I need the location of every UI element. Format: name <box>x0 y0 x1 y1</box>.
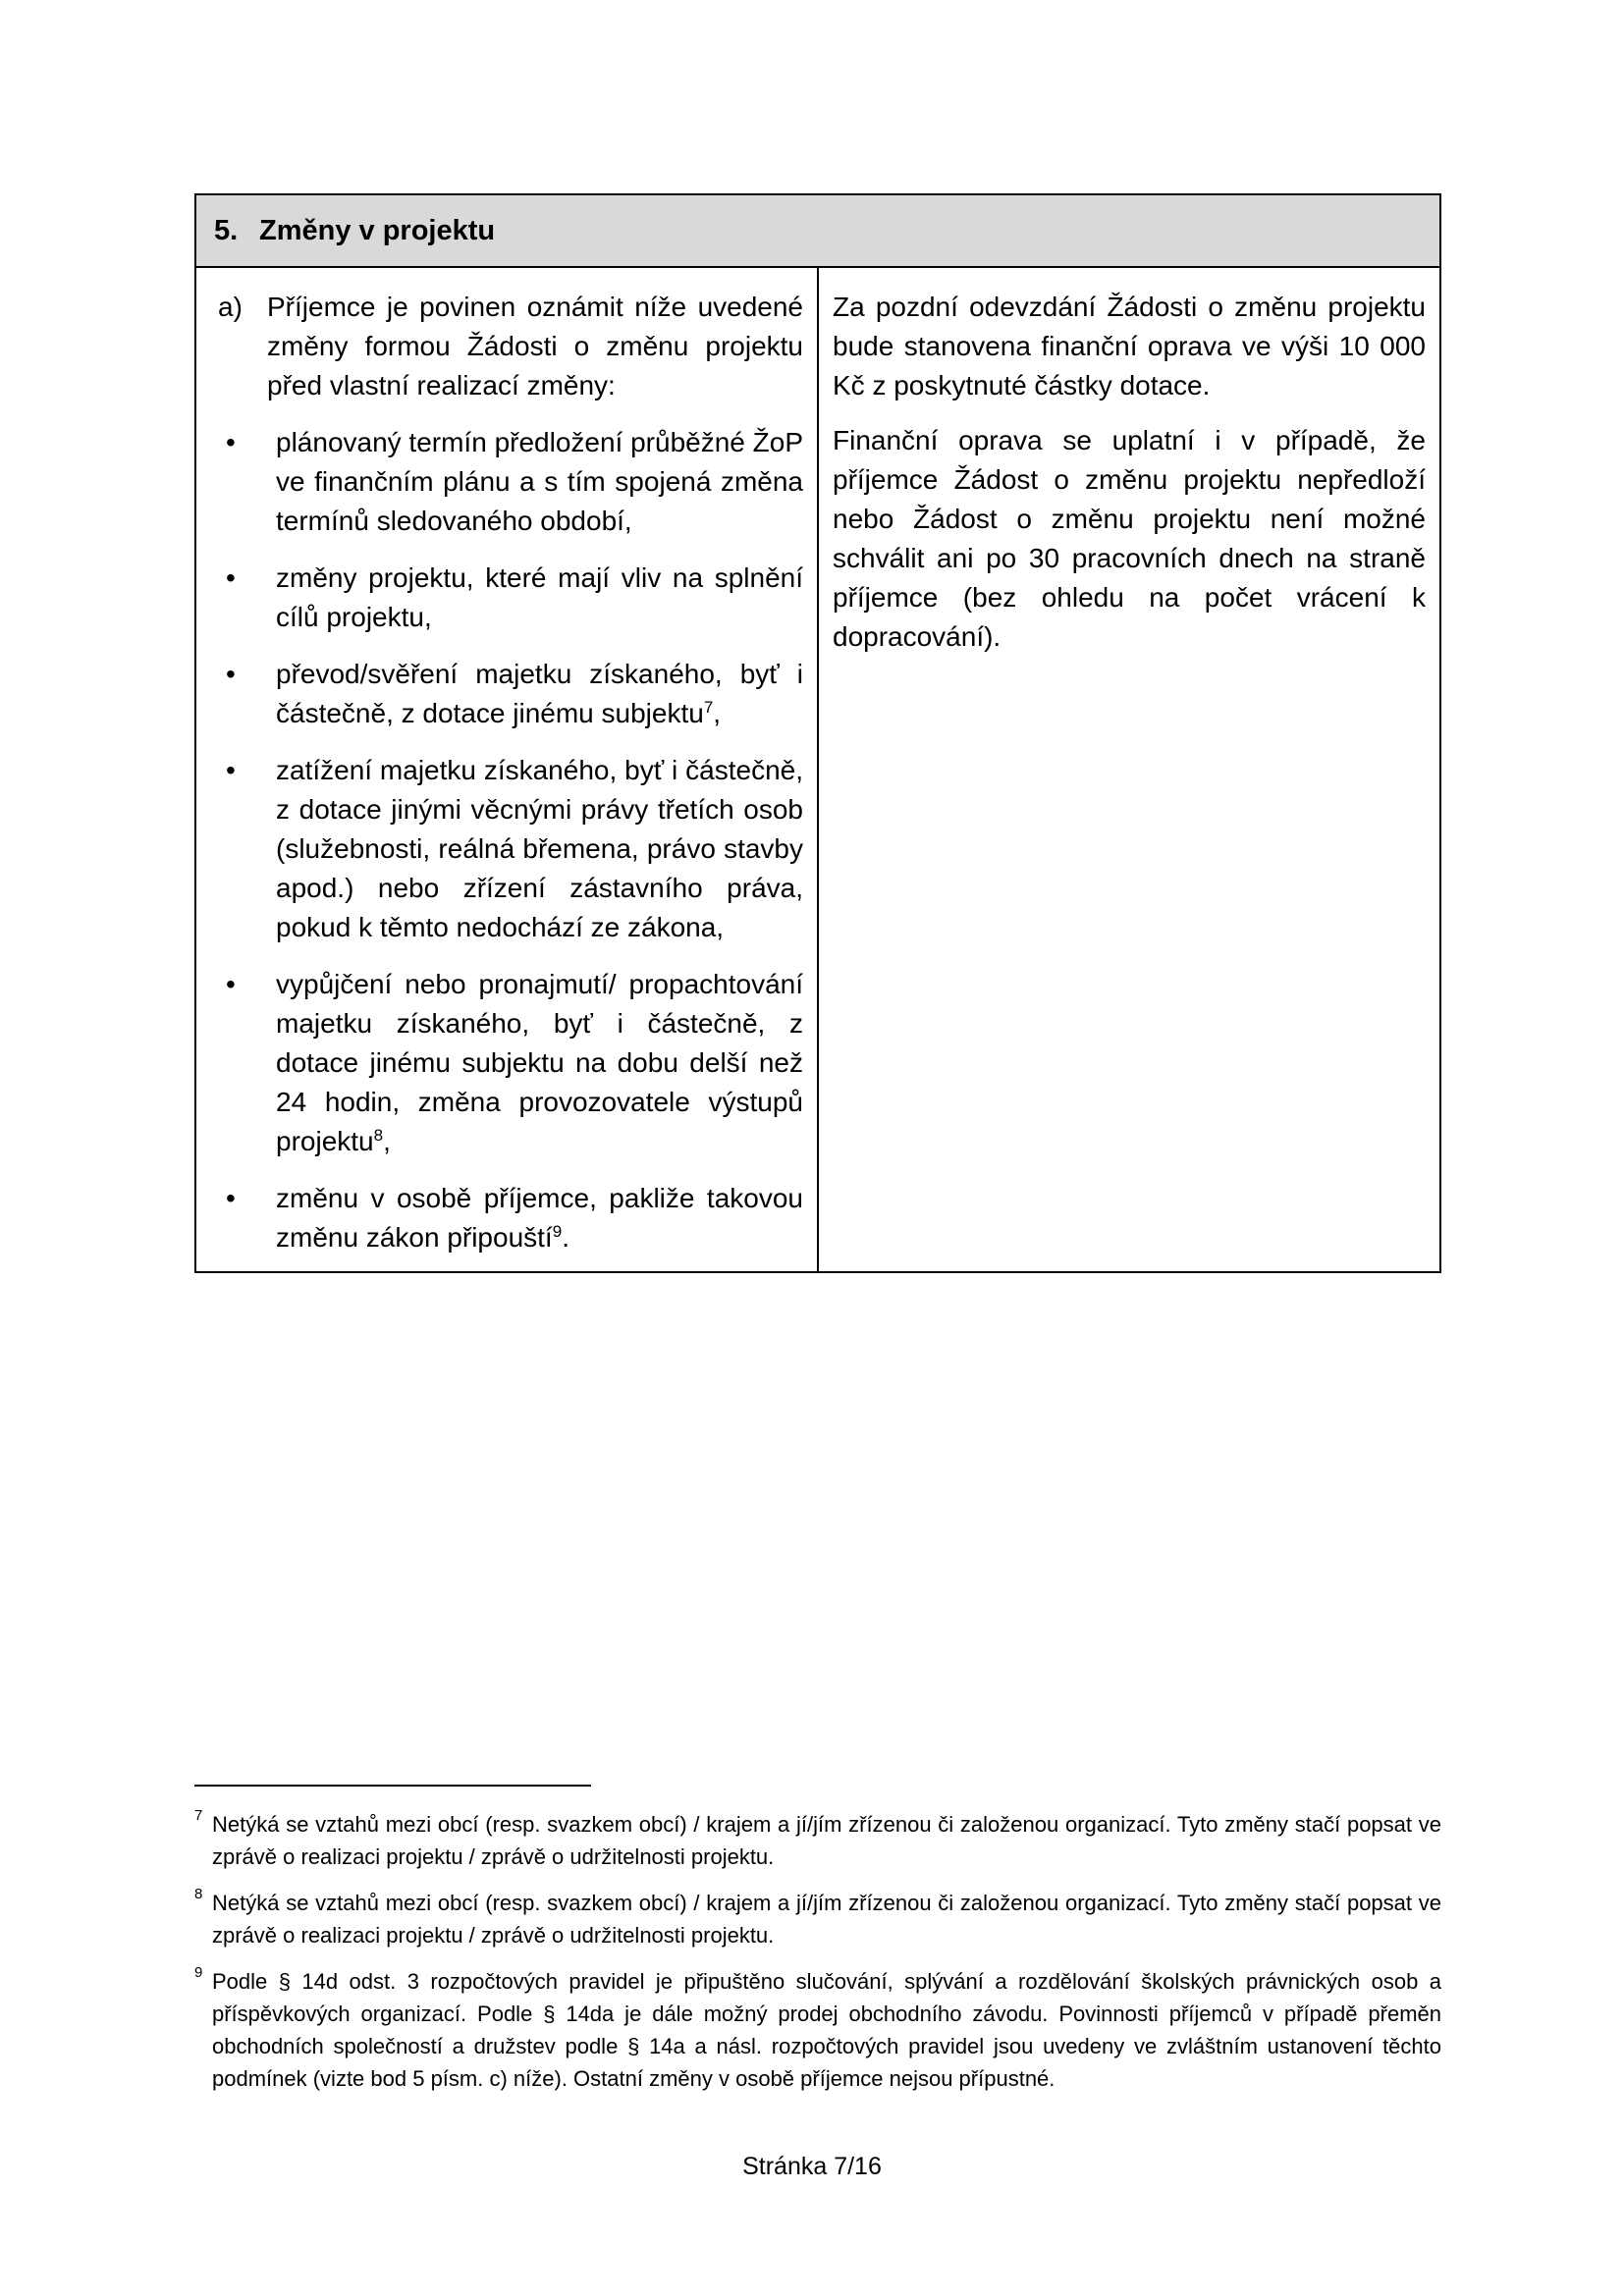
list-item <box>218 965 803 1161</box>
footnote-separator <box>194 1785 591 1787</box>
section-table <box>194 193 1441 1273</box>
list-item <box>218 655 803 733</box>
footnote-ref[interactable]: 7 <box>703 698 714 717</box>
footnote-mark: 8 <box>194 1886 203 1902</box>
footnote <box>194 1887 1441 1951</box>
list-item-punct: , <box>713 698 722 728</box>
footnote-text: Netýká se vztahů mezi obcí (resp. svazkem obcí) / krajem a jí/jím zřízenou či založenou organizací. Tyto změny stačí popsat ve zprávě o realizaci projektu / zprávě o udržitelnosti projektu. <box>212 1891 1441 1948</box>
list-item-punct: , <box>383 1126 391 1156</box>
section-header <box>195 194 1440 267</box>
list-item-text: převod/svěření majetku získaného, byť i částečně, z dotace jinému subjektu <box>276 659 803 728</box>
footnote-ref[interactable]: 8 <box>373 1126 384 1145</box>
penalty-paragraph: Za pozdní odevzdání Žádosti o změnu projektu bude stanovena finanční oprava ve výši 10 000 Kč z poskytnuté částky dotace. <box>833 292 1426 400</box>
bullet-icon: • <box>226 427 236 457</box>
right-column <box>818 267 1440 1272</box>
footnote <box>194 1808 1441 1873</box>
list-item <box>218 423 803 541</box>
list-item-text: plánovaný termín předložení průběžné ŽoP ve finančním plánu a s tím spojená změna termínů sledovaného období, <box>276 427 803 536</box>
change-list <box>218 423 803 1257</box>
bullet-icon: • <box>226 1183 236 1213</box>
list-item-text: vypůjčení nebo pronajmutí/ propachtování majetku získaného, byť i částečně, z dotace jinému subjektu na dobu delší než 24 hodin, změna provozovatele výstupů projektu <box>276 969 803 1156</box>
footnote-ref[interactable]: 9 <box>552 1222 563 1241</box>
penalty-paragraph: Finanční oprava se uplatní i v případě, že příjemce Žádost o změnu projektu nepředloží nebo Žádost o změnu projektu není možné schválit ani po 30 pracovních dnech na straně příjemce (bez ohledu na počet vrácení k dopracování). <box>833 425 1426 652</box>
bullet-icon: • <box>226 562 236 593</box>
list-item <box>218 559 803 637</box>
list-item-punct: . <box>562 1222 569 1253</box>
footnotes <box>194 1808 1441 2109</box>
bullet-icon: • <box>226 659 236 689</box>
footnote-mark: 7 <box>194 1807 203 1824</box>
intro-text: Příjemce je povinen oznámit níže uvedené změny formou Žádosti o změnu projektu před vlastní realizací změny: <box>267 292 803 400</box>
footnote-mark: 9 <box>194 1964 203 1981</box>
list-item-text: změny projektu, které mají vliv na splnění cílů projektu, <box>276 562 803 632</box>
list-item <box>218 751 803 947</box>
list-item <box>218 1179 803 1257</box>
list-marker: a) <box>218 292 243 322</box>
footnote <box>194 1965 1441 2095</box>
page-number: Stránka 7/16 <box>742 2153 882 2180</box>
footnote-text: Podle § 14d odst. 3 rozpočtových pravidel je připuštěno slučování, splývání a rozdělování školských právnických osob a příspěvkových organizací. Podle § 14da je dále možný prodej obchodního závodu. Povinnosti příjemců v případě přeměn obchodních společností a družstev podle § 14a a násl. rozpočtových pravidel jsou uvedeny ve zvláštním ustanovení těchto podmínek (vizte bod 5 písm. c) níže). Ostatní změny v osobě příjemce nejsou přípustné. <box>212 1969 1441 2091</box>
section-number: 5. <box>214 214 239 246</box>
bullet-icon: • <box>226 755 236 785</box>
bullet-icon: • <box>226 969 236 999</box>
list-item-text: změnu v osobě příjemce, pakliže takovou změnu zákon připouští <box>276 1183 803 1253</box>
footnote-text: Netýká se vztahů mezi obcí (resp. svazkem obcí) / krajem a jí/jím zřízenou či založenou organizací. Tyto změny stačí popsat ve zprávě o realizaci projektu / zprávě o udržitelnosti projektu. <box>212 1812 1441 1869</box>
section-title: Změny v projektu <box>259 214 496 246</box>
list-item-text: zatížení majetku získaného, byť i částečně, z dotace jinými věcnými právy třetích osob (služebnosti, reálná břemena, právo stavby apod.) nebo zřízení zástavního práva, pokud k těmto nedochází ze zákona, <box>276 755 803 942</box>
left-column <box>195 267 818 1272</box>
intro-item <box>218 288 803 405</box>
